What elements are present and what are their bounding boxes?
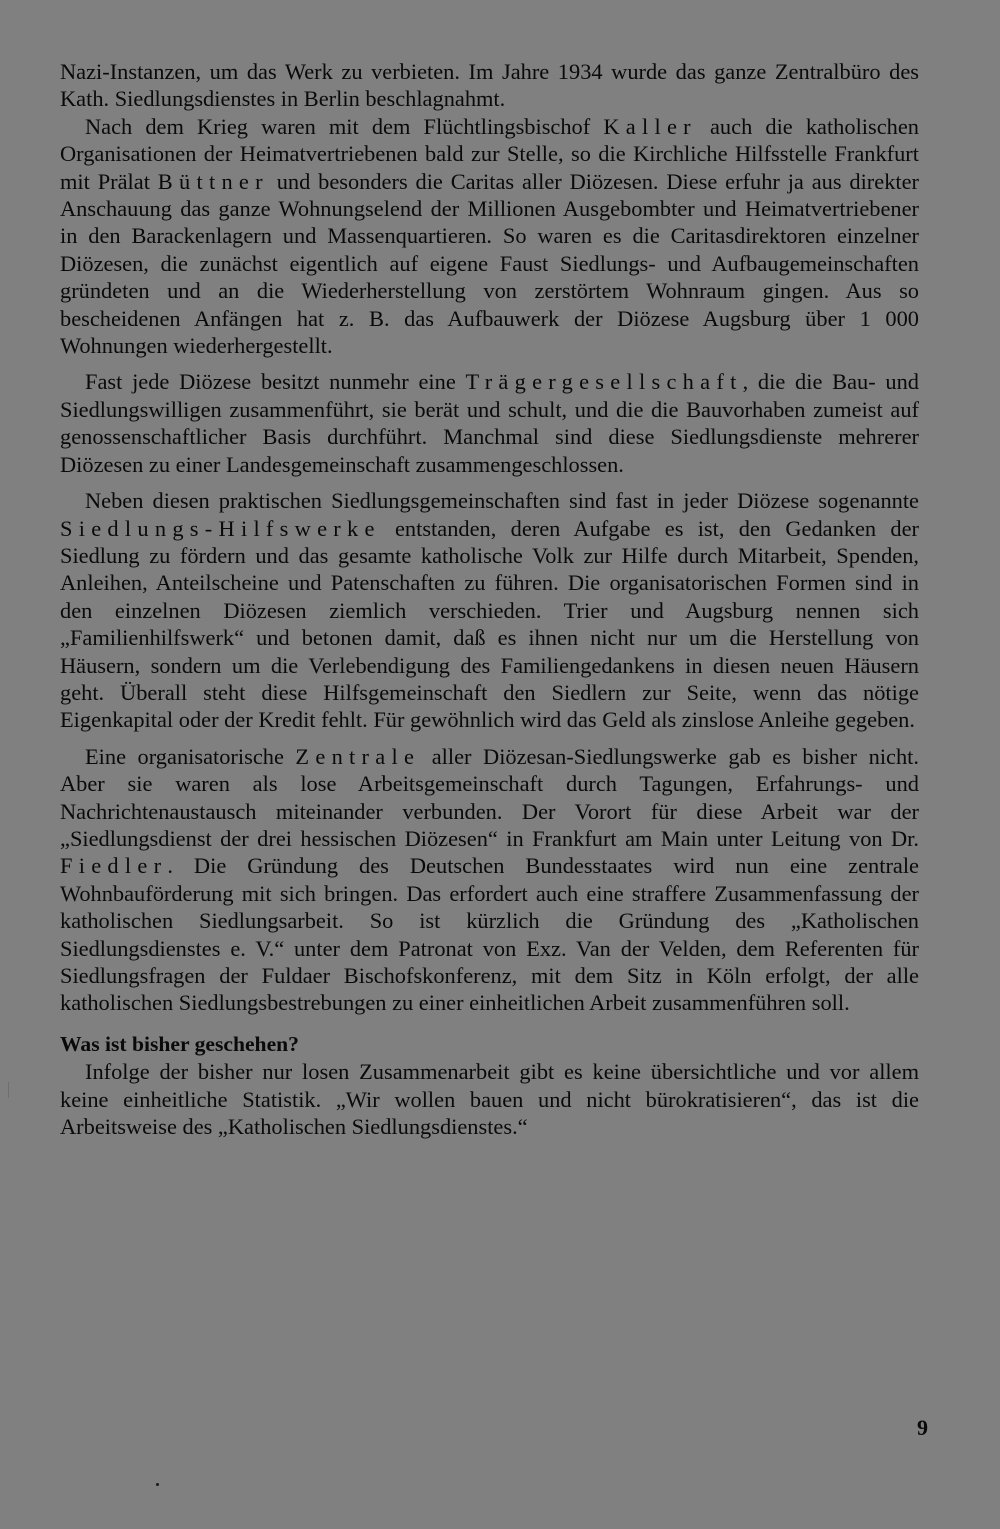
paragraph-text: Eine organisatorische (85, 743, 296, 769)
paragraph-text: aller Diözesan-Siedlungswerke gab es bisher nicht. Aber sie waren als lose Arbeitsgemeinschaft durch Tagungen, Erfahrungs- und Nachrichtenaustausch miteinander verbunden. Der Vorort für diese Arbeit war der „Siedlungsdienst der drei hessischen Diözesen“ in Frankfurt am Main unter Leitung von Dr. (60, 743, 919, 851)
paragraph-text: auch die katholischen Organisationen der Heimatvertriebenen bald zur Stelle, so die Kirchliche Hilfsstelle Frankfurt mit Prälat (60, 113, 919, 194)
term-traegergesellschaft: Trägergesellschaft (465, 369, 743, 395)
paragraph-nach-dem-krieg (60, 113, 919, 360)
paragraph-traegergesellschaft (60, 368, 919, 478)
paragraph-text: und besonders die Caritas aller Diözesen. Diese erfuhr ja aus direkter Anschauung das ganze Wohnungselend der Millionen Ausgebombter und Heimatvertriebener in den Barackenlagern und Massenquartieren. So waren es die Caritasdirektoren einzelner Diözesen, die zunächst eigentlich auf eigene Faust Siedlungs- und Aufbaugemeinschaften gründeten und an die Wiederherstellung von zerstörtem Wohnraum gingen. Aus so bescheidenen Anfängen hat z. B. das Aufbauwerk der Diözese Augsburg über 1 000 Wohnungen wiederhergestellt. (60, 168, 920, 359)
page-body (60, 58, 919, 1140)
term-zentrale: Zentrale (295, 743, 421, 769)
paragraph-text: , die die Bau- und Siedlungswilligen zusammenführt, sie berät und schult, und die die Bauvorhaben zumeist auf genossenschaftlicher Basis durchführt. Manchmal sind diese Siedlungsdienste mehrerer Diözesen zu einer Landesgemeinschaft zusammengeschlossen. (60, 369, 919, 477)
term-siedlungs-hilfswerke: Siedlungs-Hilfswerke (60, 515, 381, 541)
paragraph-statistik (60, 1058, 919, 1140)
name-fiedler: Fiedler (60, 853, 168, 879)
scan-mark (8, 1082, 9, 1098)
paragraph-text: Infolge der bisher nur losen Zusammenarbeit gibt es keine übersichtliche und vor allem keine einheitliche Statistik. „Wir wollen bauen und nicht bürokratisieren“, das ist die Arbeitsweise des „Katholischen Siedlungsdienstes.“ (60, 1059, 919, 1140)
paragraph-text: Fast jede Diözese besitzt nunmehr eine (85, 369, 466, 395)
paragraph-zentrale (60, 743, 919, 1017)
paragraph-siedlungs-hilfswerke (60, 487, 919, 734)
paragraph-nazi-instanzen (60, 58, 919, 113)
paragraph-text: Nach dem Krieg waren mit dem Flüchtlingsbischof (85, 113, 604, 139)
paragraph-text: . Die Gründung des Deutschen Bundesstaates wird nun eine zentrale Wohnbauförderung mit sich bringen. Das erfordert auch eine straffere Zusammenfassung der katholischen Siedlungsarbeit. So ist kürzlich die Gründung des „Katholischen Siedlungsdienstes e. V.“ unter dem Patronat von Exz. Van der Velden, dem Referenten für Siedlungsfragen der Fuldaer Bischofskonferenz, mit dem Sitz in Köln erfolgt, der alle katholischen Siedlungsbestrebungen zu einer einheitlichen Arbeit zusammenführen soll. (60, 853, 919, 1016)
paragraph-text: Nazi-Instanzen, um das Werk zu verbieten. Im Jahre 1934 wurde das ganze Zentralbüro des Kath. Siedlungsdienstes in Berlin beschlagnahmt. (60, 59, 919, 112)
print-speck (156, 1483, 159, 1486)
paragraph-text: entstanden, deren Aufgabe es ist, den Gedanken der Siedlung zu fördern und das gesamte katholische Volk zur Hilfe durch Mitarbeit, Spenden, Anleihen, Anteilscheine und Patenschaften zu führen. Die organisatorischen Formen sind in den einzelnen Diözesen ziemlich verschieden. Trier und Augsburg nennen sich „Familienhilfswerk“ und betonen damit, daß es ihnen nicht nur um die Herstellung von Häusern, sondern um die Verlebendigung des Familiengedankens in diesen neuen Häusern geht. Überall steht diese Hilfsgemeinschaft den Siedlern zur Seite, wenn das nötige Eigenkapital oder der Kredit fehlt. Für gewöhnlich wird das Geld als zinslose Anleihe gegeben. (60, 515, 919, 733)
name-buettner: Büttner (157, 168, 269, 194)
name-kaller: Kaller (603, 113, 697, 139)
paragraph-text: Neben diesen praktischen Siedlungsgemeinschaften sind fast in jeder Diözese sogenannte (85, 488, 919, 514)
section-heading: Was ist bisher geschehen? (60, 1031, 299, 1056)
page-number: 9 (917, 1415, 928, 1440)
